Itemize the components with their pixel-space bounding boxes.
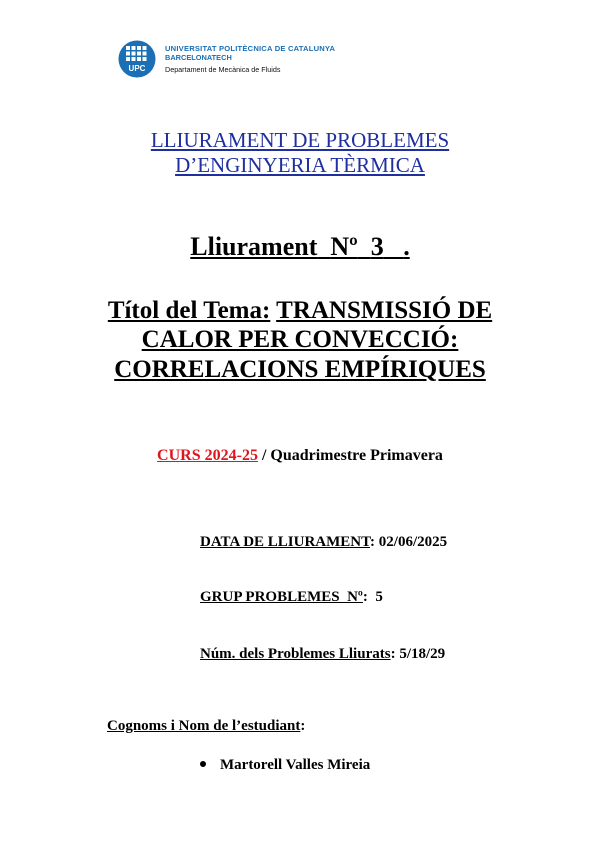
course-separator: / (257, 447, 271, 464)
course-period: Quadrimestre Primavera (270, 447, 443, 464)
problems-delivered-value: 5/18/29 (399, 646, 446, 662)
document-title-line2: D’ENGINYERIA TÈRMICA (175, 153, 425, 177)
bullet-icon (200, 761, 206, 767)
delivery-suffix: . (403, 232, 410, 261)
student-name: Martorell Valles Mireia (220, 757, 371, 773)
delivery-label: Lliurament (190, 232, 318, 261)
problem-group-label: GRUP PROBLEMES Nº (200, 589, 363, 605)
students-label: Cognoms i Nom de l’estudiant: (107, 718, 306, 734)
delivery-number (0, 232, 600, 262)
university-name: UNIVERSITAT POLITÈCNICA DE CATALUNYA (165, 44, 336, 53)
svg-text:UPC: UPC (128, 64, 146, 73)
problem-group-value: 5 (375, 589, 383, 605)
delivery-number-label: Nº (330, 232, 358, 261)
topic-line3: CORRELACIONS EMPÍRIQUES (114, 356, 486, 383)
problems-delivered-label: Núm. dels Problemes Lliurats (200, 646, 391, 662)
upc-logo (118, 40, 368, 80)
problem-group: GRUP PROBLEMES Nº: 5 (200, 589, 383, 605)
problems-delivered: Núm. dels Problemes Lliurats: 5/18/29 (200, 646, 446, 662)
course-info (0, 447, 600, 465)
document-title-line1: LLIURAMENT DE PROBLEMES (150, 128, 450, 152)
topic-line1-rest: TRANSMISSIÓ DE (276, 297, 493, 324)
delivery-date: DATA DE LLIURAMENT: 02/06/2025 (200, 534, 448, 550)
delivery-date-value: 02/06/2025 (378, 534, 448, 550)
delivery-date-label: DATA DE LLIURAMENT (200, 534, 371, 550)
department-name: Departament de Mecànica de Fluids (165, 65, 281, 74)
delivery-number-value: 3 (370, 232, 384, 261)
course-year: CURS 2024-25 (157, 447, 258, 464)
topic-line2: CALOR PER CONVECCIÓ: (141, 326, 459, 353)
student-list-item (200, 757, 370, 774)
university-subtitle: BARCELONATECH (165, 53, 232, 62)
topic-line1 (0, 296, 600, 325)
upc-logo-icon (118, 40, 156, 78)
topic-label: Títol del Tema: (107, 297, 271, 324)
